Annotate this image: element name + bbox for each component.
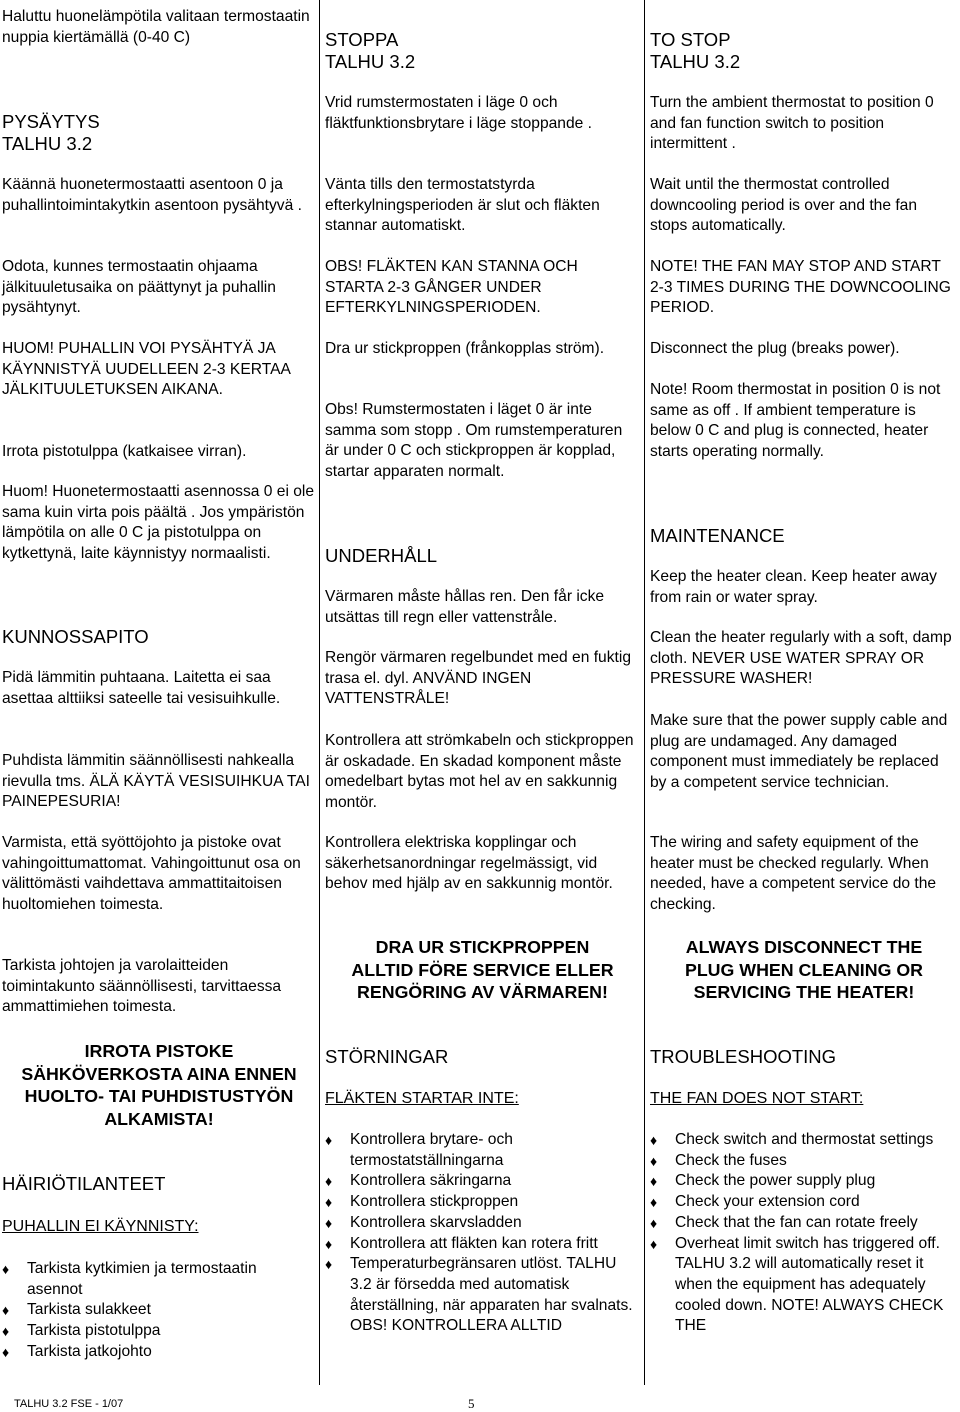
paragraph: Puhdista lämmitin säännöllisesti nahkealla rievulla tms. ÄLÄ KÄYTÄ VESISUIHKUA TAI PAINEPESURIA!: [2, 752, 310, 811]
paragraph: Odota, kunnes termostaatin ohjaama jälkituuletusaika on päättynyt ja puhallin pysähtynyt.: [2, 258, 276, 317]
list-item: ♦ Check the fuses: [650, 1151, 958, 1172]
paragraph: Vänta tills den termostatstyrda efterkylningsperioden är slut och fläkten stannar automatiskt.: [325, 176, 600, 235]
column-divider: [319, 0, 320, 1385]
paragraph: Note! Room thermostat in position 0 is not same as off . If ambient temperature is below 0 C and plug is connected, heater starts operating normally.: [650, 381, 941, 461]
section-heading-maintenance: UNDERHÅLL: [325, 545, 438, 566]
warning-box: DRA UR STICKPROPPEN ALLTID FÖRE SERVICE ELLER RENGÖRING AV VÄRMAREN!: [351, 937, 614, 1003]
paragraph: Turn the ambient thermostat to position 0 and fan function switch to position intermittent .: [650, 94, 934, 153]
paragraph: Varmista, että syöttöjohto ja pistoke ovat vahingoittumattomat. Vahingoittunut osa on välittömästi vaihdettava ammattitaitoisen huoltomiehen toimesta.: [2, 834, 301, 914]
paragraph: Pidä lämmitin puhtaana. Laitetta ei saa asettaa alttiiksi sateelle tai vesisuihkulle.: [2, 669, 281, 707]
list-item: ♦ Kontrollera stickproppen: [325, 1192, 640, 1213]
list-item: ♦ Kontrollera skarvsladden: [325, 1213, 640, 1234]
footer-doc-id: TALHU 3.2 FSE - 1/07: [14, 1398, 124, 1410]
paragraph: Käännä huonetermostaatti asentoon 0 ja puhallintoimintakytkin asentoon pysähtyvä .: [2, 176, 302, 214]
section-heading-stop: TO STOP TALHU 3.2: [650, 29, 741, 72]
paragraph: Vrid rumstermostaten i läge 0 och fläktfunktionsbrytare i läge stoppande .: [325, 94, 592, 132]
list-item: ♦ Tarkista sulakkeet: [2, 1300, 316, 1321]
bullet-list: [325, 1130, 640, 1337]
list-item: ♦ Temperaturbegränsaren utlöst. TALHU 3.2 är försedda med automatisk återställning, när apparaten har svalnats. OBS! KONTROLLERA ALLTID: [325, 1254, 640, 1337]
paragraph: Kontrollera elektriska kopplingar och säkerhetsanordningar regelmässigt, vid behov med hjälp av en sakkunnig montör.: [325, 834, 613, 893]
list-item: ♦ Check switch and thermostat settings: [650, 1130, 958, 1151]
list-item: ♦ Check that the fan can rotate freely: [650, 1213, 958, 1234]
column-divider: [644, 0, 645, 1385]
paragraph: Kontrollera att strömkabeln och stickproppen är oskadade. En skadad komponent måste omedelbart bytas mot hel av en sakkunnig montör.: [325, 732, 634, 812]
section-heading-troubleshooting: STÖRNINGAR: [325, 1046, 449, 1067]
paragraph: Huom! Huonetermostaatti asennossa 0 ei ole sama kuin virta pois päältä . Jos ympäristön lämpötila on alle 0 C ja pistotulppa on kytkettynä, laite käynnistyy normaalisti.: [2, 483, 315, 563]
list-item: ♦ Kontrollera att fläkten kan rotera fritt: [325, 1234, 640, 1255]
paragraph: Keep the heater clean. Keep heater away from rain or water spray.: [650, 568, 937, 606]
list-item: ♦ Tarkista kytkimien ja termostaatin asennot: [2, 1259, 316, 1300]
paragraph: Dra ur stickproppen (frånkopplas ström).: [325, 340, 605, 357]
section-heading-maintenance: MAINTENANCE: [650, 525, 785, 546]
intro-text: Haluttu huonelämpötila valitaan termostaatin nuppia kiertämällä (0-40 C): [2, 8, 310, 46]
list-item: ♦ Overheat limit switch has triggered off. TALHU 3.2 will automatically reset it when the equipment has adequately cooled down. NOTE! ALWAYS CHECK THE: [650, 1234, 958, 1338]
section-heading-maintenance: KUNNOSSAPITO: [2, 626, 149, 647]
section-heading-troubleshooting: TROUBLESHOOTING: [650, 1046, 837, 1067]
list-item: ♦ Tarkista jatkojohto: [2, 1342, 316, 1363]
paragraph: Obs! Rumstermostaten i läget 0 är inte samma som stopp . Om rumstemperaturen är under 0 C och stickproppen är kopplad, startar apparaten normalt.: [325, 401, 623, 481]
paragraph: HUOM! PUHALLIN VOI PYSÄHTYÄ JA KÄYNNISTYÄ UUDELLEEN 2-3 KERTAA JÄLKITUULETUKSEN AIKANA.: [2, 340, 291, 399]
warning-box: ALWAYS DISCONNECT THE PLUG WHEN CLEANING OR SERVICING THE HEATER!: [684, 937, 924, 1003]
list-item: ♦ Check your extension cord: [650, 1192, 958, 1213]
paragraph: OBS! FLÄKTEN KAN STANNA OCH STARTA 2-3 GÅNGER UNDER EFTERKYLNINGSPERIODEN.: [325, 258, 578, 317]
paragraph: Wait until the thermostat controlled downcooling period is over and the fan stops automatically.: [650, 176, 918, 235]
bullet-list: [2, 1259, 316, 1363]
paragraph: Disconnect the plug (breaks power).: [650, 340, 900, 357]
warning-box: IRROTA PISTOKE SÄHKÖVERKOSTA AINA ENNEN HUOLTO- TAI PUHDISTUSTYÖN ALKAMISTA!: [21, 1041, 297, 1130]
paragraph: Irrota pistotulppa (katkaisee virran).: [2, 443, 247, 460]
paragraph: Värmaren måste hållas ren. Den får icke utsättas till regn eller vattenstråle.: [325, 588, 605, 626]
paragraph: Tarkista johtojen ja varolaitteiden toimintakunto säännöllisesti, tarvittaessa ammattimiehen toimesta.: [2, 957, 282, 1016]
subheading: THE FAN DOES NOT START:: [650, 1090, 864, 1107]
paragraph: NOTE! THE FAN MAY STOP AND START 2-3 TIMES DURING THE DOWNCOOLING PERIOD.: [650, 258, 951, 317]
bullet-list: [650, 1130, 958, 1337]
list-item: ♦ Check the power supply plug: [650, 1171, 958, 1192]
subheading: FLÄKTEN STARTAR INTE:: [325, 1090, 519, 1107]
paragraph: Clean the heater regularly with a soft, damp cloth. NEVER USE WATER SPRAY OR PRESSURE WASHER!: [650, 629, 952, 688]
page-number: 5: [468, 1396, 475, 1411]
section-heading-stop: STOPPA TALHU 3.2: [325, 29, 416, 72]
paragraph: Rengör värmaren regelbundet med en fuktig trasa el. dyl. ANVÄND INGEN VATTENSTRÅLE!: [325, 649, 631, 708]
section-heading-stop: PYSÄYTYS TALHU 3.2: [2, 111, 100, 154]
subheading: PUHALLIN EI KÄYNNISTY:: [2, 1218, 199, 1235]
list-item: ♦ Tarkista pistotulppa: [2, 1321, 316, 1342]
paragraph: Make sure that the power supply cable and plug are undamaged. Any damaged component must immediately be replaced by a competent service technician.: [650, 712, 948, 792]
list-item: ♦ Kontrollera säkringarna: [325, 1171, 640, 1192]
section-heading-troubleshooting: HÄIRIÖTILANTEET: [2, 1173, 166, 1194]
list-item: ♦ Kontrollera brytare- och termostatställningarna: [325, 1130, 640, 1171]
paragraph: The wiring and safety equipment of the heater must be checked regularly. When needed, have a competent service do the checking.: [650, 834, 937, 914]
